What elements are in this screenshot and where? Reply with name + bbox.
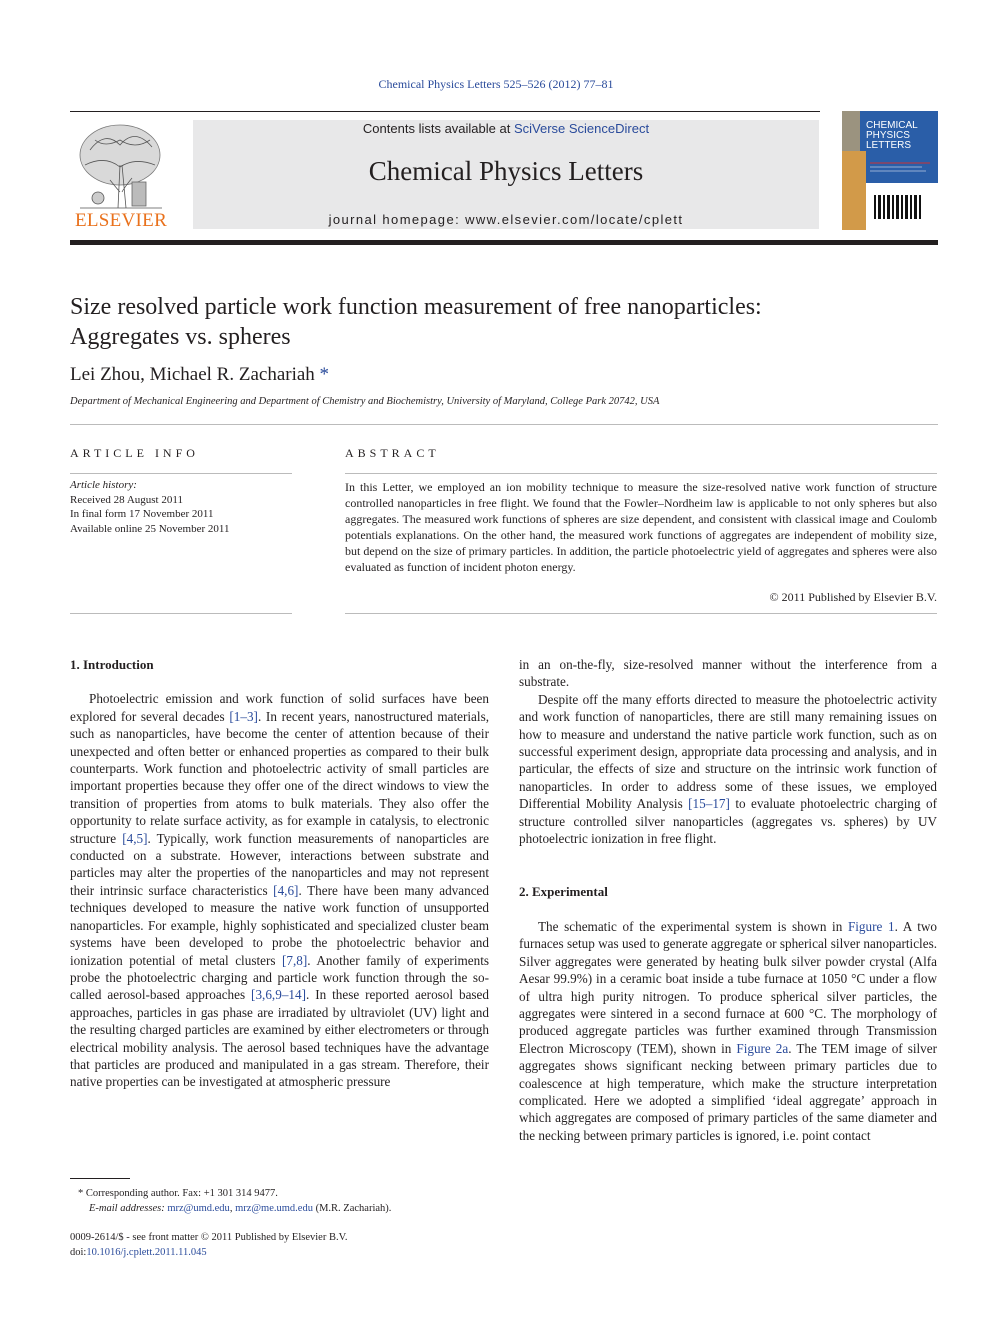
text-run: Photoelectric emission and work function of solid surfaces have been explored for several decades (70, 691, 489, 724)
text-run: The schematic of the experimental system is shown in (538, 918, 848, 934)
text-run: Despite off the many efforts directed to measure the photoelectric activity and work function of nanoparticles, there are still many remaining issues on how to measure and understand the native particle work function, such as on successful experiment design, appropriate data processing and analysis, and in particular, the effects of size and structure on the intrinsic work function of nanoparticles. In order to address some of these issues, we employed Differential Mobility Analysis (519, 691, 937, 812)
title-line: Aggregates vs. spheres (70, 324, 291, 350)
article-history (70, 478, 229, 536)
sciencedirect-link[interactable]: SciVerse ScienceDirect (513, 121, 650, 136)
intro-paragraph-2 (519, 691, 937, 848)
journal-name: Chemical Physics Letters (368, 156, 644, 186)
history-final-form: In final form 17 November 2011 (70, 508, 214, 520)
cover-title-line: PHYSICS (866, 130, 910, 141)
doi-line (70, 1246, 347, 1261)
affiliation: Department of Mechanical Engineering and Department of Chemistry and Biochemistry, University of Maryland, College Park 20742, USA (70, 396, 660, 407)
abstract-text: In this Letter, we employed an ion mobility technique to measure the size-resolved native work function of structure controlled nanoparticles in free flight. We found that the Fowler–Nordheim law is applicable to not only spheres but also aggregates. The measured work functions of spheres are size dependent, and consistent with classical image and Coulomb potentials explanations. On the other hand, the measured work functions of aggregates are independent of mobility size, but depend on the size of primary particles. In addition, the particle photoelectric yield of aggregates and spheres were also evaluated as function of incident photon energy. (345, 480, 937, 574)
affiliation-rule (70, 424, 938, 425)
front-matter-info (70, 1231, 347, 1260)
author-list (70, 364, 329, 386)
intro-paragraph-1-continued: in an on-the-fly, size-resolved manner without the interference from a substrate. (519, 657, 937, 690)
email-link[interactable]: mrz@umd.edu (167, 1203, 230, 1214)
title-line: Size resolved particle work function measurement of free nanoparticles: (70, 294, 762, 320)
history-received: Received 28 August 2011 (70, 493, 183, 506)
article-title (70, 292, 940, 352)
abstract-copyright: © 2011 Published by Elsevier B.V. (769, 590, 937, 604)
intro-paragraph-1 (70, 690, 489, 1090)
figure-link[interactable]: Figure 2a (736, 1040, 789, 1056)
journal-cover-image (842, 111, 938, 230)
footnote-rule (70, 1178, 130, 1179)
authors-text: Lei Zhou, Michael R. Zachariah (70, 364, 315, 385)
homepage-line (193, 212, 819, 227)
corresponding-author-note: * Corresponding author. Fax: +1 301 314 9477. (78, 1188, 278, 1199)
email-line (70, 1201, 391, 1216)
elsevier-wordmark: ELSEVIER (74, 210, 168, 231)
history-online: Available online 25 November 2011 (70, 522, 230, 535)
contents-line (193, 121, 819, 136)
text-run: to evaluate photoelectric charging of structure controlled silver nanoparticles (aggregates vs. spheres) by UV photoelectric ionization in free flight. (519, 796, 937, 847)
homepage-link[interactable]: www.elsevier.com/locate/cplett (465, 212, 684, 227)
doi-label: doi: (70, 1246, 87, 1258)
journal-citation[interactable]: Chemical Physics Letters 525–526 (2012) 77–81 (378, 77, 614, 91)
figure-link[interactable]: Figure 1 (847, 918, 895, 934)
reference-link[interactable]: [4,5] (122, 830, 148, 846)
article-info-heading: ARTICLE INFO (70, 446, 199, 460)
homepage-prefix: journal homepage: (328, 212, 466, 227)
text-run: . The TEM image of silver aggregates shows significant necking between primary particles due to coalescence at high temperature, which make the structure interpretation complicated. Here we adopted a simplified ‘ideal aggregate’ approach in which aggregates are composed of primary particles of the same diameter and the necking between primary particles is ignored, i.e. point contact (519, 1040, 938, 1143)
header-thick-rule (70, 240, 938, 245)
text-run: . In these reported aerosol based approaches, particles in gas phase are irradiated by ultraviolet (UV) light and the resulting charged particles are examined by either electrometers or through electrical mobility analysis. The aerosol based techniques have the advantage that particles are produced and manipulated in a gas stream. Therefore, their native properties can be investigated at atmospheric pressure (70, 987, 490, 1090)
article-info-rule (70, 473, 292, 474)
abstract-bottom-rule (345, 613, 937, 614)
experimental-paragraph-1 (519, 918, 937, 1144)
footnote (70, 1186, 391, 1216)
cover-title-line: LETTERS (866, 140, 912, 151)
section-heading-introduction: 1. Introduction (70, 657, 154, 672)
email-separator: , (229, 1203, 236, 1214)
history-label: Article history: (70, 479, 137, 491)
reference-link[interactable]: [3,6,9–14] (251, 987, 306, 1003)
text-run: . Typically, work function measurements of nanoparticles are conducted on a substrate. However, interactions between substrate and particles may alter the properties of the nanoparticles and may not represent their intrinsic surface characteristics (70, 830, 490, 898)
reference-link[interactable]: [15–17] (688, 796, 730, 812)
header-rule (70, 111, 820, 112)
section-heading-experimental: 2. Experimental (519, 884, 608, 900)
reference-link[interactable]: [4,6] (273, 882, 299, 898)
left-column (70, 656, 489, 1091)
journal-banner (193, 120, 819, 229)
email-suffix: (M.R. Zachariah). (312, 1203, 392, 1214)
text-run: . Another family of experiments probe the photoelectric charging and particle work function through the so-called aerosol-based approaches (70, 952, 489, 1003)
reference-link[interactable]: [1–3] (229, 708, 258, 724)
cover-title-line: CHEMICAL (866, 120, 918, 131)
corresponding-author-mark[interactable]: * (314, 364, 330, 385)
email-link[interactable]: mrz@me.umd.edu (235, 1203, 313, 1214)
contents-prefix: Contents lists available at (362, 121, 514, 136)
abstract-rule (345, 473, 937, 474)
text-run: . A two furnaces setup was used to generate aggregate or spherical silver nanoparticles. Silver aggregates were generated by heating bulk silver powder crystal (Alfa Aesar 99.9%) in a ceramic boat inside a tube furnace at 1050 °C under a flow of ultra high purity nitrogen. To produce spherical silver particles, the aggregates were sintered in a second furnace at 600 °C. The morphology of produced aggregate particles was further examined through Transmission Electron Microscopy (TEM), shown in (519, 918, 937, 1056)
right-column (519, 656, 937, 1144)
text-run: . There have been many advanced techniques developed to measure the native work function of unsupported nanoparticles. For example, highly sophisticated and specialized cluster beam systems have been developed to probe the photoelectric behavior and ionization potential of metal clusters (70, 882, 489, 968)
reference-link[interactable]: [7,8] (282, 952, 308, 968)
issn-line: 0009-2614/$ - see front matter © 2011 Published by Elsevier B.V. (70, 1232, 348, 1243)
email-label: E-mail addresses: (89, 1203, 168, 1214)
text-run: . In recent years, nanostructured materials, such as nanoparticles, have become the center of attention because of their unexpected and often better or enhanced properties as compared to their bulk counterparts. Work function and photoelectric activity of small particles are important properties because they offer one of the direct windows to view the transition of properties from atoms to bulk materials. They also offer the opportunity to relate surface activity, as for example in catalysis, to electronic structure (70, 708, 489, 846)
abstract-heading: ABSTRACT (345, 446, 440, 460)
article-info-bottom-rule (70, 613, 292, 614)
doi-link[interactable]: 10.1016/j.cplett.2011.11.045 (86, 1246, 207, 1258)
cover-art-icon (842, 111, 938, 230)
